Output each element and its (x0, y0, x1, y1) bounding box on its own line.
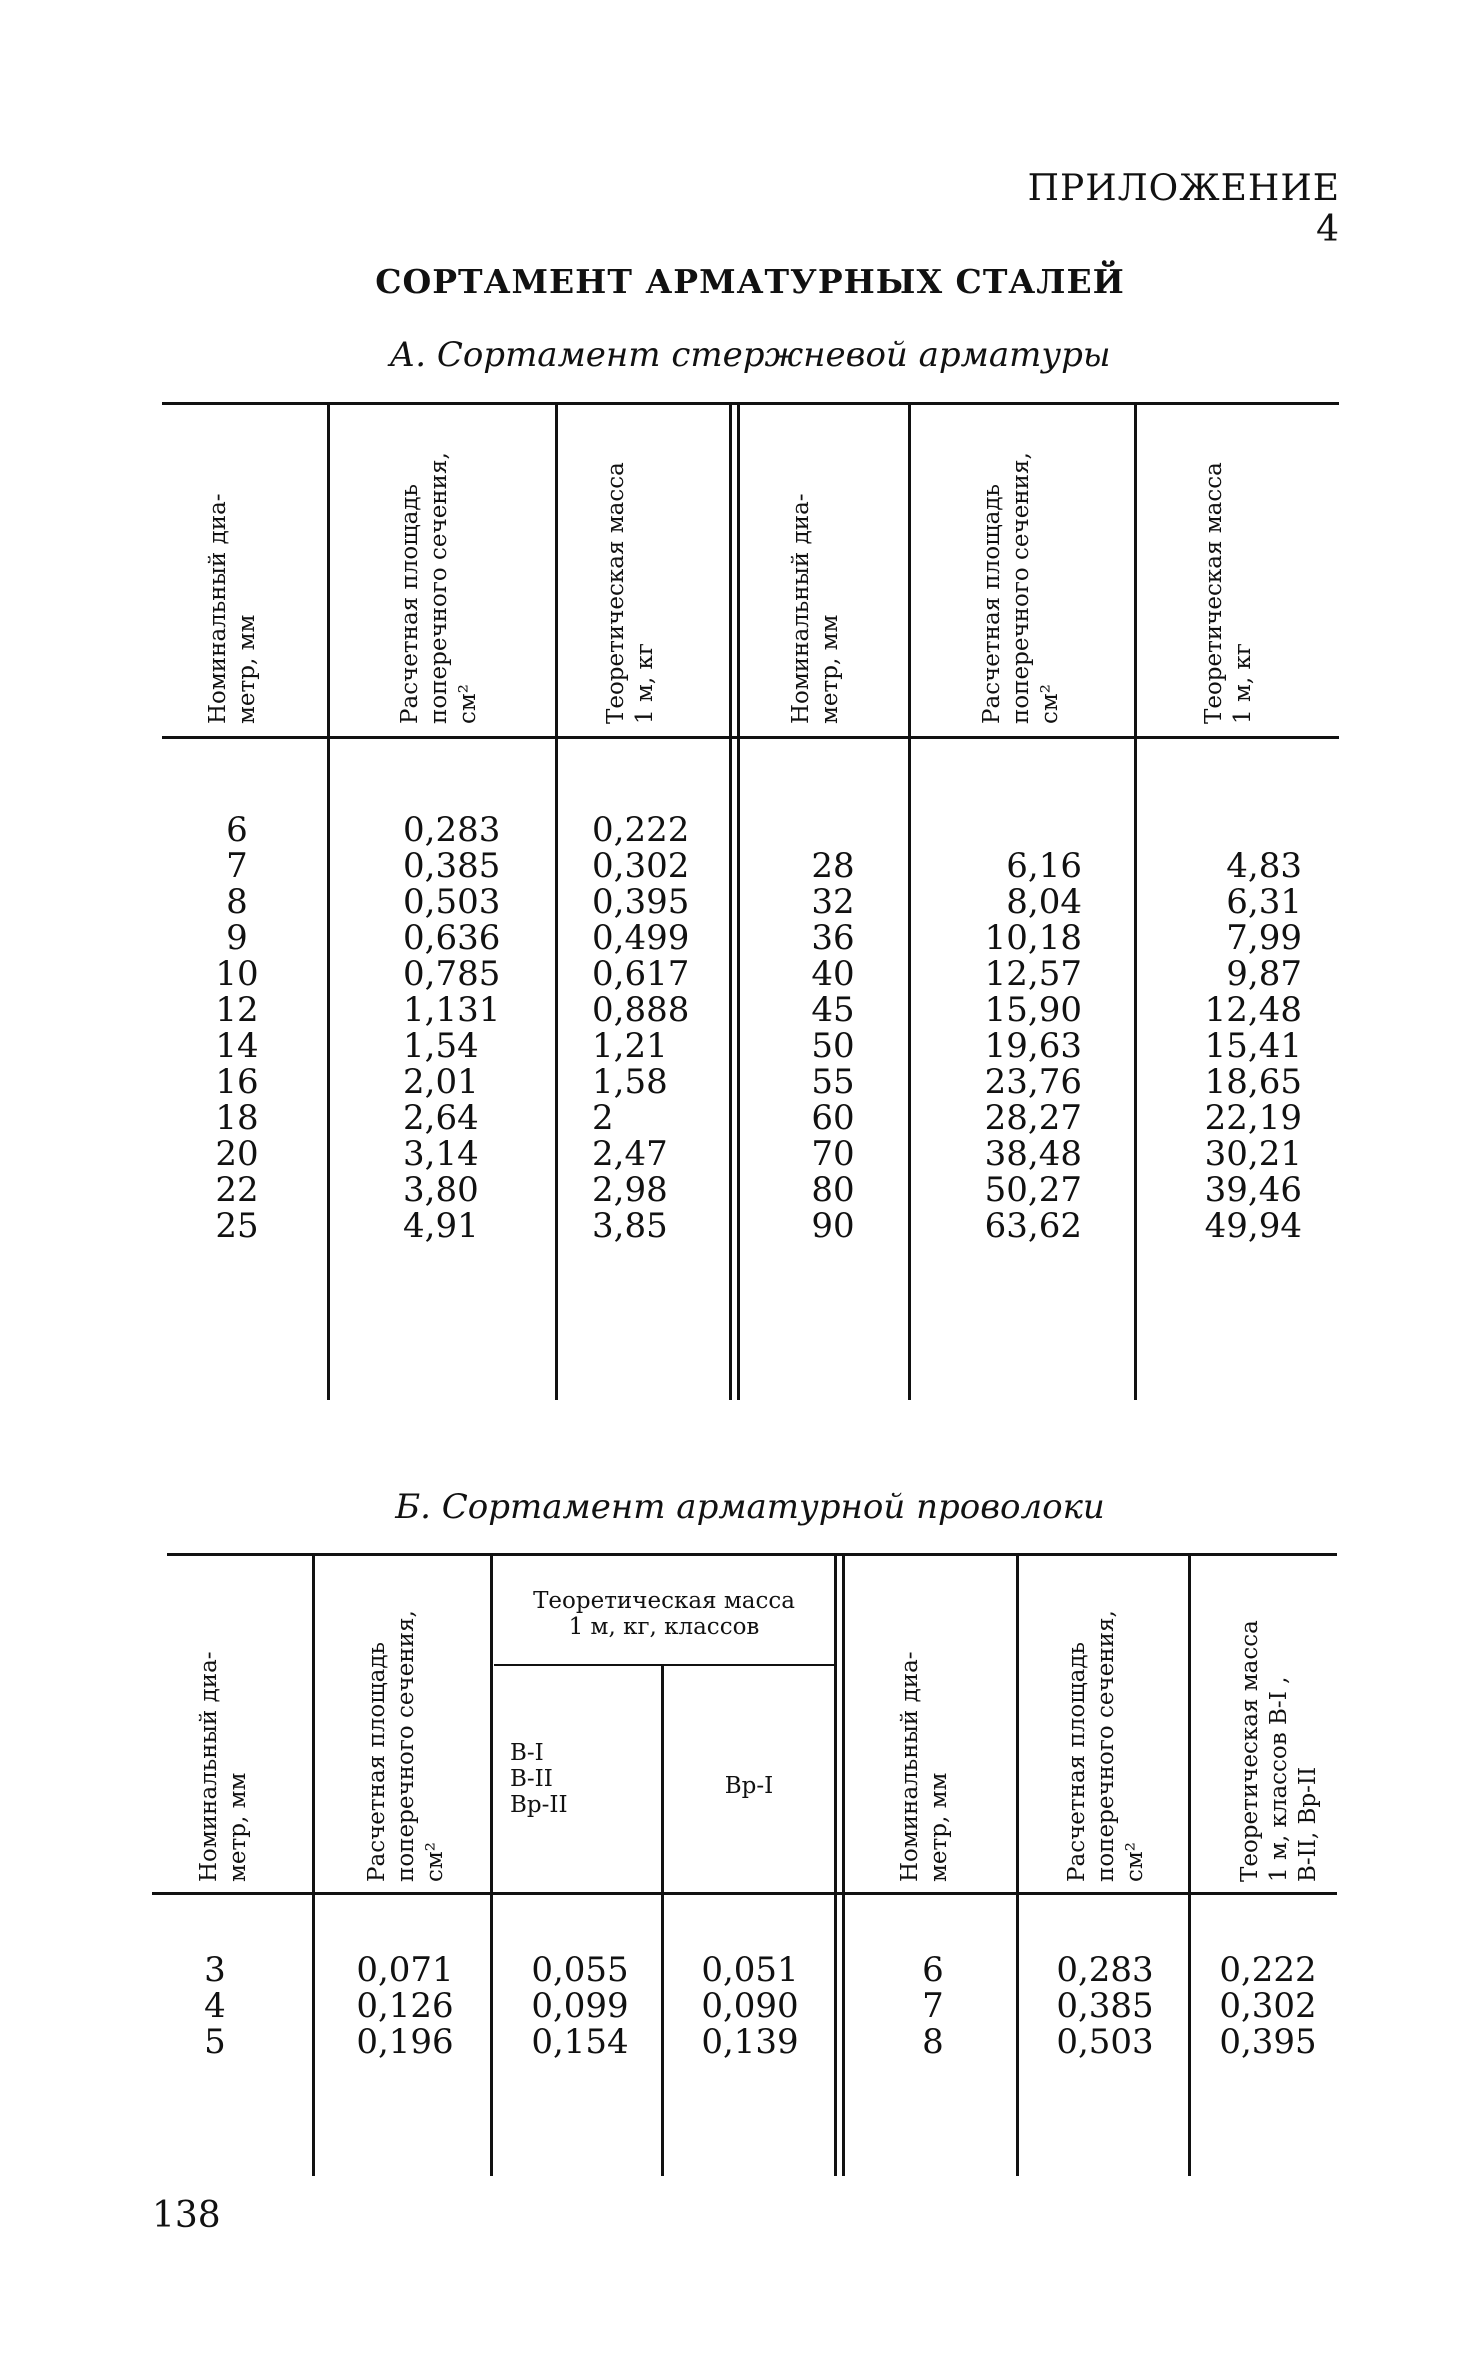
table-b-divider (661, 1666, 664, 2176)
table-b-divider (1016, 1556, 1019, 2176)
table-a-divider (908, 405, 911, 1400)
table-a-divider (1134, 405, 1137, 1400)
main-title: СОРТАМЕНТ АРМАТУРНЫХ СТАЛЕЙ (375, 262, 1125, 301)
table-b-header-class-1: В-I В-II Вр-II (510, 1740, 568, 1818)
table-b-column-area-2: 0,283 0,385 0,503 (1056, 1950, 1154, 2062)
table-a-column-mass-2: 4,83 6,31 7,99 9,87 12,48 15,41 18,65 22,19 30,21 39,46 49,94 (1204, 846, 1302, 1246)
section-b-title: Б. Сортамент арматурной проволоки (395, 1487, 1105, 1527)
table-a-column-area-2: 6,16 8,04 10,18 12,57 15,90 19,63 23,76 28,27 38,48 50,27 63,62 (984, 846, 1082, 1246)
appendix-label: ПРИЛОЖЕНИЕ 4 (1027, 168, 1340, 250)
table-b-column-area: 0,071 0,126 0,196 (356, 1950, 454, 2062)
table-a-column-mass: 0,222 0,302 0,395 0,499 0,617 0,888 1,21 1,58 2 2,47 2,98 3,85 (592, 810, 690, 1246)
page-number: 138 (152, 2195, 221, 2236)
table-a-header-area-2: Расчетная площадь поперечного сечения, см² (979, 452, 1063, 724)
table-b-column-diameter: 3 4 5 (204, 1950, 226, 2062)
table-a-header-diameter-2: Номинальный диа- метр, мм (788, 493, 843, 724)
table-a-header-rule (162, 736, 1339, 739)
table-b-column-mass-1: 0,055 0,099 0,154 (531, 1950, 629, 2062)
table-b-header-rule (152, 1892, 1337, 1895)
table-b-divider (490, 1556, 493, 2176)
table-b-group-rule (494, 1664, 834, 1666)
table-b-header-diameter-2: Номинальный диа- метр, мм (897, 1651, 952, 1882)
table-b-header-diameter: Номинальный диа- метр, мм (196, 1651, 251, 1882)
table-a-header-area: Расчетная площадь поперечного сечения, см² (397, 452, 481, 724)
table-a-divider (327, 405, 330, 1400)
table-a-top-rule (162, 402, 1339, 405)
table-a-column-diameter-2: 28 32 36 40 45 50 55 60 70 80 90 (811, 846, 855, 1246)
table-b-header-class-2: Вр-I (724, 1773, 774, 1799)
table-b-divider (842, 1556, 845, 2176)
table-b-column-diameter-2: 6 7 8 (922, 1950, 944, 2062)
table-a-divider (737, 405, 740, 1400)
table-b-divider (312, 1556, 315, 2176)
table-b-header-mass-group: Теоретическая масса 1 м, кг, классов (533, 1588, 795, 1640)
table-b-divider (1188, 1556, 1191, 2176)
table-b-divider (834, 1556, 837, 2176)
table-a-header-diameter: Номинальный диа- метр, мм (205, 493, 260, 724)
table-b-column-mass-3: 0,222 0,302 0,395 (1219, 1950, 1317, 2062)
table-b-column-mass-2: 0,051 0,090 0,139 (701, 1950, 799, 2062)
table-a-header-mass: Теоретическая масса 1 м, кг (603, 462, 658, 724)
table-a-divider (729, 405, 732, 1400)
table-b-header-area-2: Расчетная площадь поперечного сечения, см² (1064, 1610, 1148, 1882)
table-a-divider (555, 405, 558, 1400)
table-b-header-mass-2: Теоретическая масса 1 м, классов В-I , В-II, Вр-II (1237, 1620, 1321, 1882)
table-a-header-mass-2: Теоретическая масса 1 м, кг (1201, 462, 1256, 724)
table-b-header-area: Расчетная площадь поперечного сечения, см² (364, 1610, 448, 1882)
table-b-top-rule (167, 1553, 1337, 1556)
table-a-column-diameter: 6 7 8 9 10 12 14 16 18 20 22 25 (215, 810, 259, 1246)
table-a-column-area: 0,283 0,385 0,503 0,636 0,785 1,131 1,54 2,01 2,64 3,14 3,80 4,91 (403, 810, 501, 1246)
section-a-title: А. Сортамент стержневой арматуры (389, 335, 1111, 375)
